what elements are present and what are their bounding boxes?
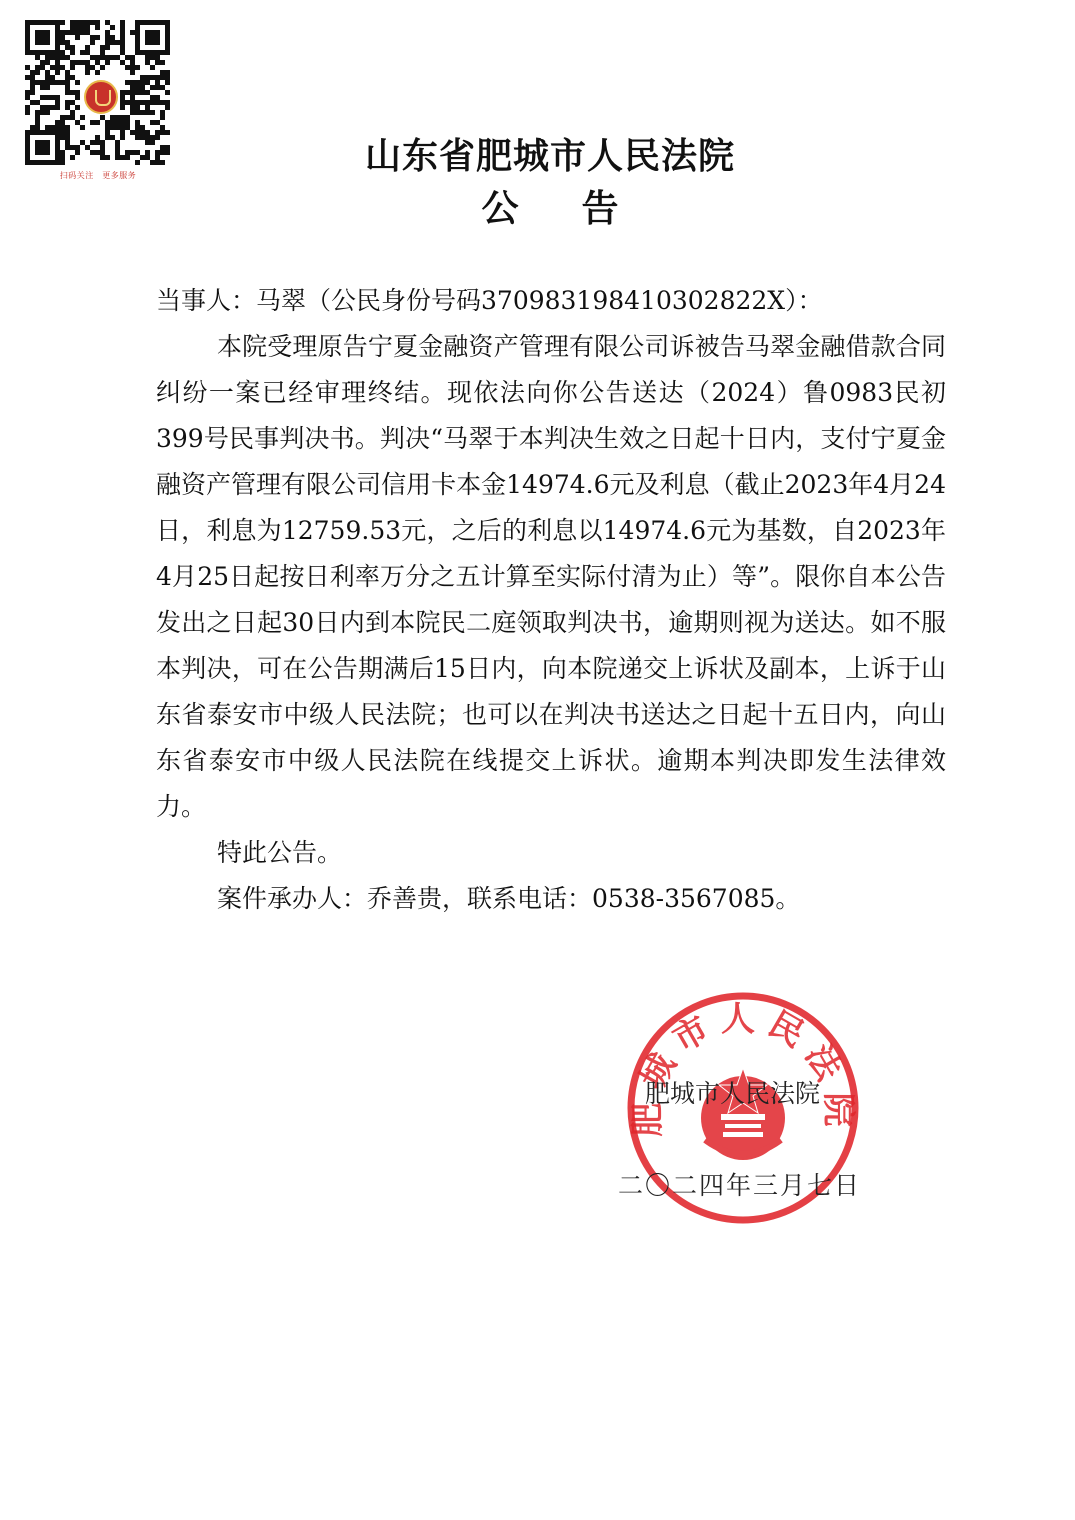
- main-paragraph: 本院受理原告宁夏金融资产管理有限公司诉被告马翠金融借款合同纠纷一案已经审理终结。现依法向你公告送达（2024）鲁0983民初399号民事判决书。判决“马翠于本判决生效之日起十日内，支付宁夏金融资产管理有限公司信用卡本金14974.6元及利息（截止2023年4月24日，利息为12759.53元，之后的利息以14974.6元为基数，自2023年4月25日起按日利率万分之五计算至实际付清为止）等”。限你自本公告发出之日起30日内到本院民二庭领取判决书，逾期则视为送达。如不服本判决，可在公告期满后15日内，向本院递交上诉状及副本，上诉于山东省泰安市中级人民法院；也可以在判决书送达之日起十五日内，向山东省泰安市中级人民法院在线提交上诉状。逾期本判决即发生法律效力。: [156, 332, 946, 821]
- document-type-heading: [0, 178, 1075, 232]
- party-line: 当事人：马翠（公民身份号码370983198410302822X）：: [156, 286, 823, 315]
- court-name-title: 山东省肥城市人民法院: [364, 135, 735, 177]
- doc-type-char-1: 公: [481, 186, 519, 230]
- qr-caption: 扫码关注 更多服务: [59, 171, 137, 180]
- court-emblem-icon: [84, 80, 118, 114]
- doc-type-char-2: 告: [581, 186, 619, 230]
- closing-line: 特此公告。: [217, 838, 343, 867]
- signature-date: 二〇二四年三月七日: [618, 1171, 862, 1200]
- contact-line: 案件承办人：乔善贵，联系电话：0538-3567085。: [217, 884, 801, 913]
- announcement-body: [156, 278, 946, 922]
- seal-text: 肥城市人民法院: [627, 999, 859, 1137]
- signature-court-name: 肥城市人民法院: [645, 1079, 821, 1108]
